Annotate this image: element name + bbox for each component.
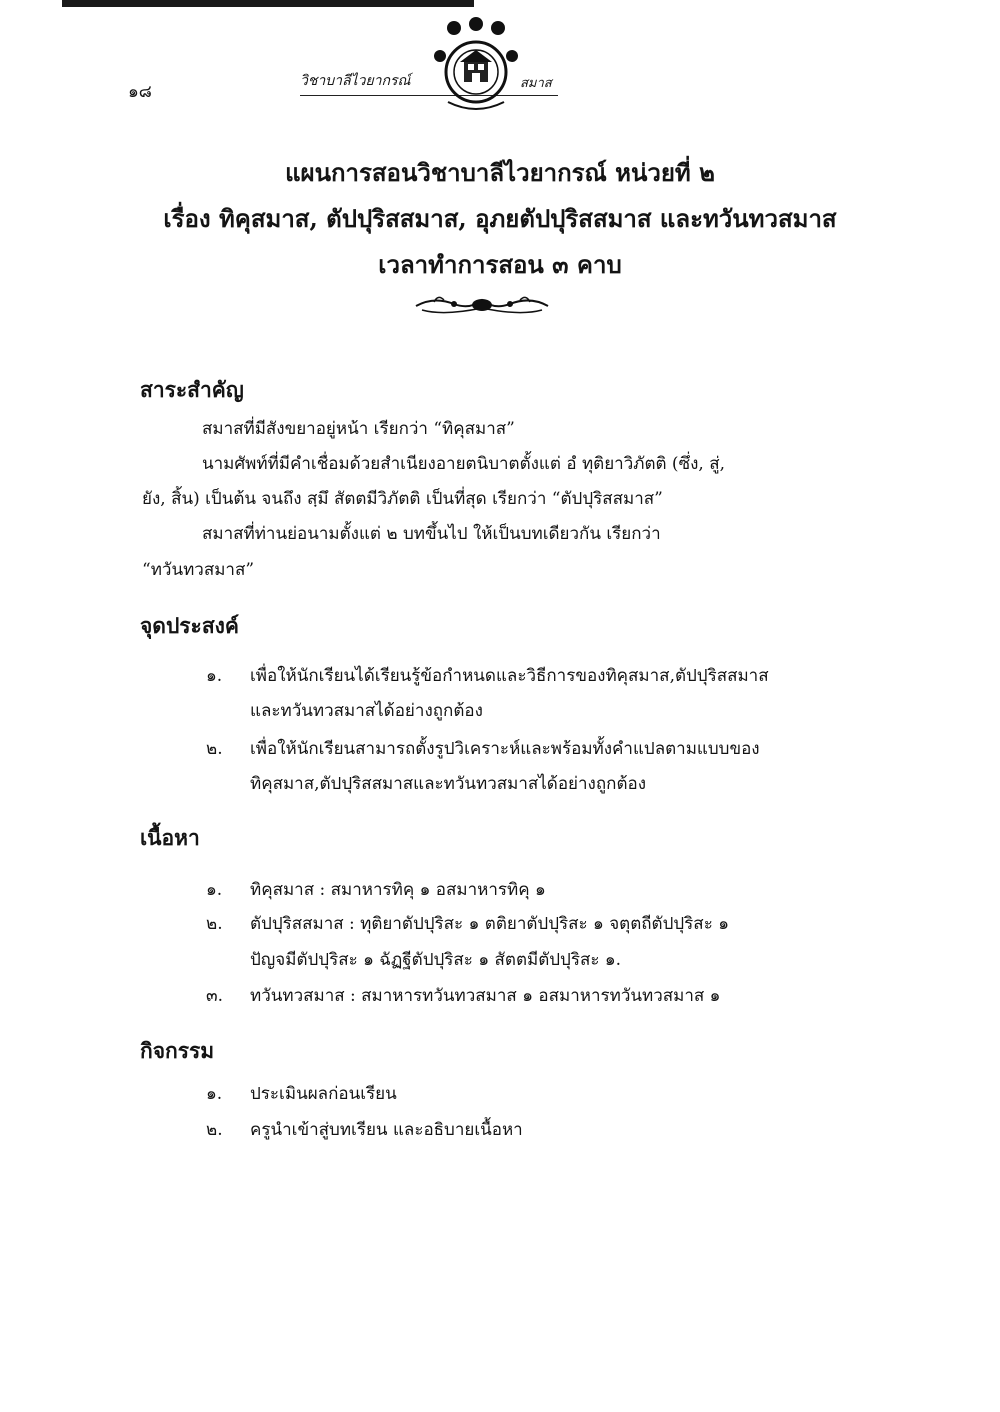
objectives-heading: จุดประสงค์ [140, 613, 239, 638]
activities-heading: กิจกรรม [140, 1038, 215, 1063]
scan-edge-bar [62, 0, 474, 7]
content-number: ๑. [206, 880, 223, 900]
objective-number: ๒. [206, 739, 223, 759]
header-subject: วิชาบาลีไวยากรณ์ [300, 73, 411, 89]
activity-number: ๒. [206, 1120, 223, 1140]
objective-item-line: เพื่อให้นักเรียนสามารถตั้งรูปวิเคราะห์และพร้อมทั้งคำแปลตามแบบของ [250, 739, 760, 759]
essence-paragraph-3-line-2: “ทวันทวสมาส” [142, 560, 255, 580]
activity-item: ประเมินผลก่อนเรียน [250, 1084, 397, 1104]
objective-item-line: ทิคุสมาส,ตัปปุริสสมาสและทวันทวสมาสได้อย่างถูกต้อง [250, 774, 646, 794]
content-number: ๓. [206, 986, 224, 1006]
activity-item: ครูนำเข้าสู่บทเรียน และอธิบายเนื้อหา [250, 1120, 523, 1140]
activity-number: ๑. [206, 1084, 223, 1104]
content-heading: เนื้อหา [140, 825, 200, 850]
essence-paragraph-2-line-2: ยัง, สิ้น) เป็นต้น จนถึง สฺมึ สัตตมีวิภัตติ เป็นที่สุด เรียกว่า “ตัปปุริสสมาส” [142, 489, 663, 509]
content-item-line: ตัปปุริสสมาส : ทุติยาตัปปุริสะ ๑ ตติยาตัปปุริสะ ๑ จตุตถีตัปปุริสะ ๑ [250, 914, 730, 934]
content-item-line: ทวันทวสมาส : สมาหารทวันทวสมาส ๑ อสมาหารทวันทวสมาส ๑ [250, 986, 721, 1006]
thai-ornament-icon [414, 290, 550, 318]
title-line-1: แผนการสอนวิชาบาลีไวยากรณ์ หน่วยที่ ๒ [285, 158, 715, 187]
essence-paragraph-2-line-1: นามศัพท์ที่มีคำเชื่อมด้วยสำเนียงอายตนิบาตตั้งแต่ อํ ทุติยาวิภัตติ (ซึ่ง, สู่, [202, 454, 725, 474]
objective-number: ๑. [206, 666, 223, 686]
objective-item-line: เพื่อให้นักเรียนได้เรียนรู้ข้อกำหนดและวิธีการของทิคุสมาส,ตัปปุริสสมาส [250, 666, 769, 686]
content-item-line: ปัญจมีตัปปุริสะ ๑ ฉัฏฐีตัปปุริสะ ๑ สัตตมีตัปปุริสะ ๑. [250, 950, 622, 970]
title-block [0, 150, 1000, 288]
content-number: ๒. [206, 914, 223, 934]
page-number: ๑๘ [128, 82, 152, 102]
objective-item-line: และทวันทวสมาสได้อย่างถูกต้อง [250, 701, 483, 721]
essence-paragraph-1: สมาสที่มีสังขยาอยู่หน้า เรียกว่า “ทิคุสมาส” [202, 419, 515, 439]
essence-paragraph-3-line-1: สมาสที่ท่านย่อนามตั้งแต่ ๒ บทขึ้นไป ให้เป็นบทเดียวกัน เรียกว่า [202, 524, 661, 544]
school-seal-icon [430, 16, 522, 116]
title-line-3: เวลาทำการสอน ๓ คาบ [378, 250, 622, 279]
header-topic: สมาส [520, 76, 552, 91]
content-item-line: ทิคุสมาส : สมาหารทิคุ ๑ อสมาหารทิคุ ๑ [250, 880, 546, 900]
essence-heading: สาระสำคัญ [140, 377, 244, 402]
title-line-2: เรื่อง ทิคุสมาส, ตัปปุริสสมาส, อุภยตัปปุริสสมาส และทวันทวสมาส [163, 204, 837, 233]
